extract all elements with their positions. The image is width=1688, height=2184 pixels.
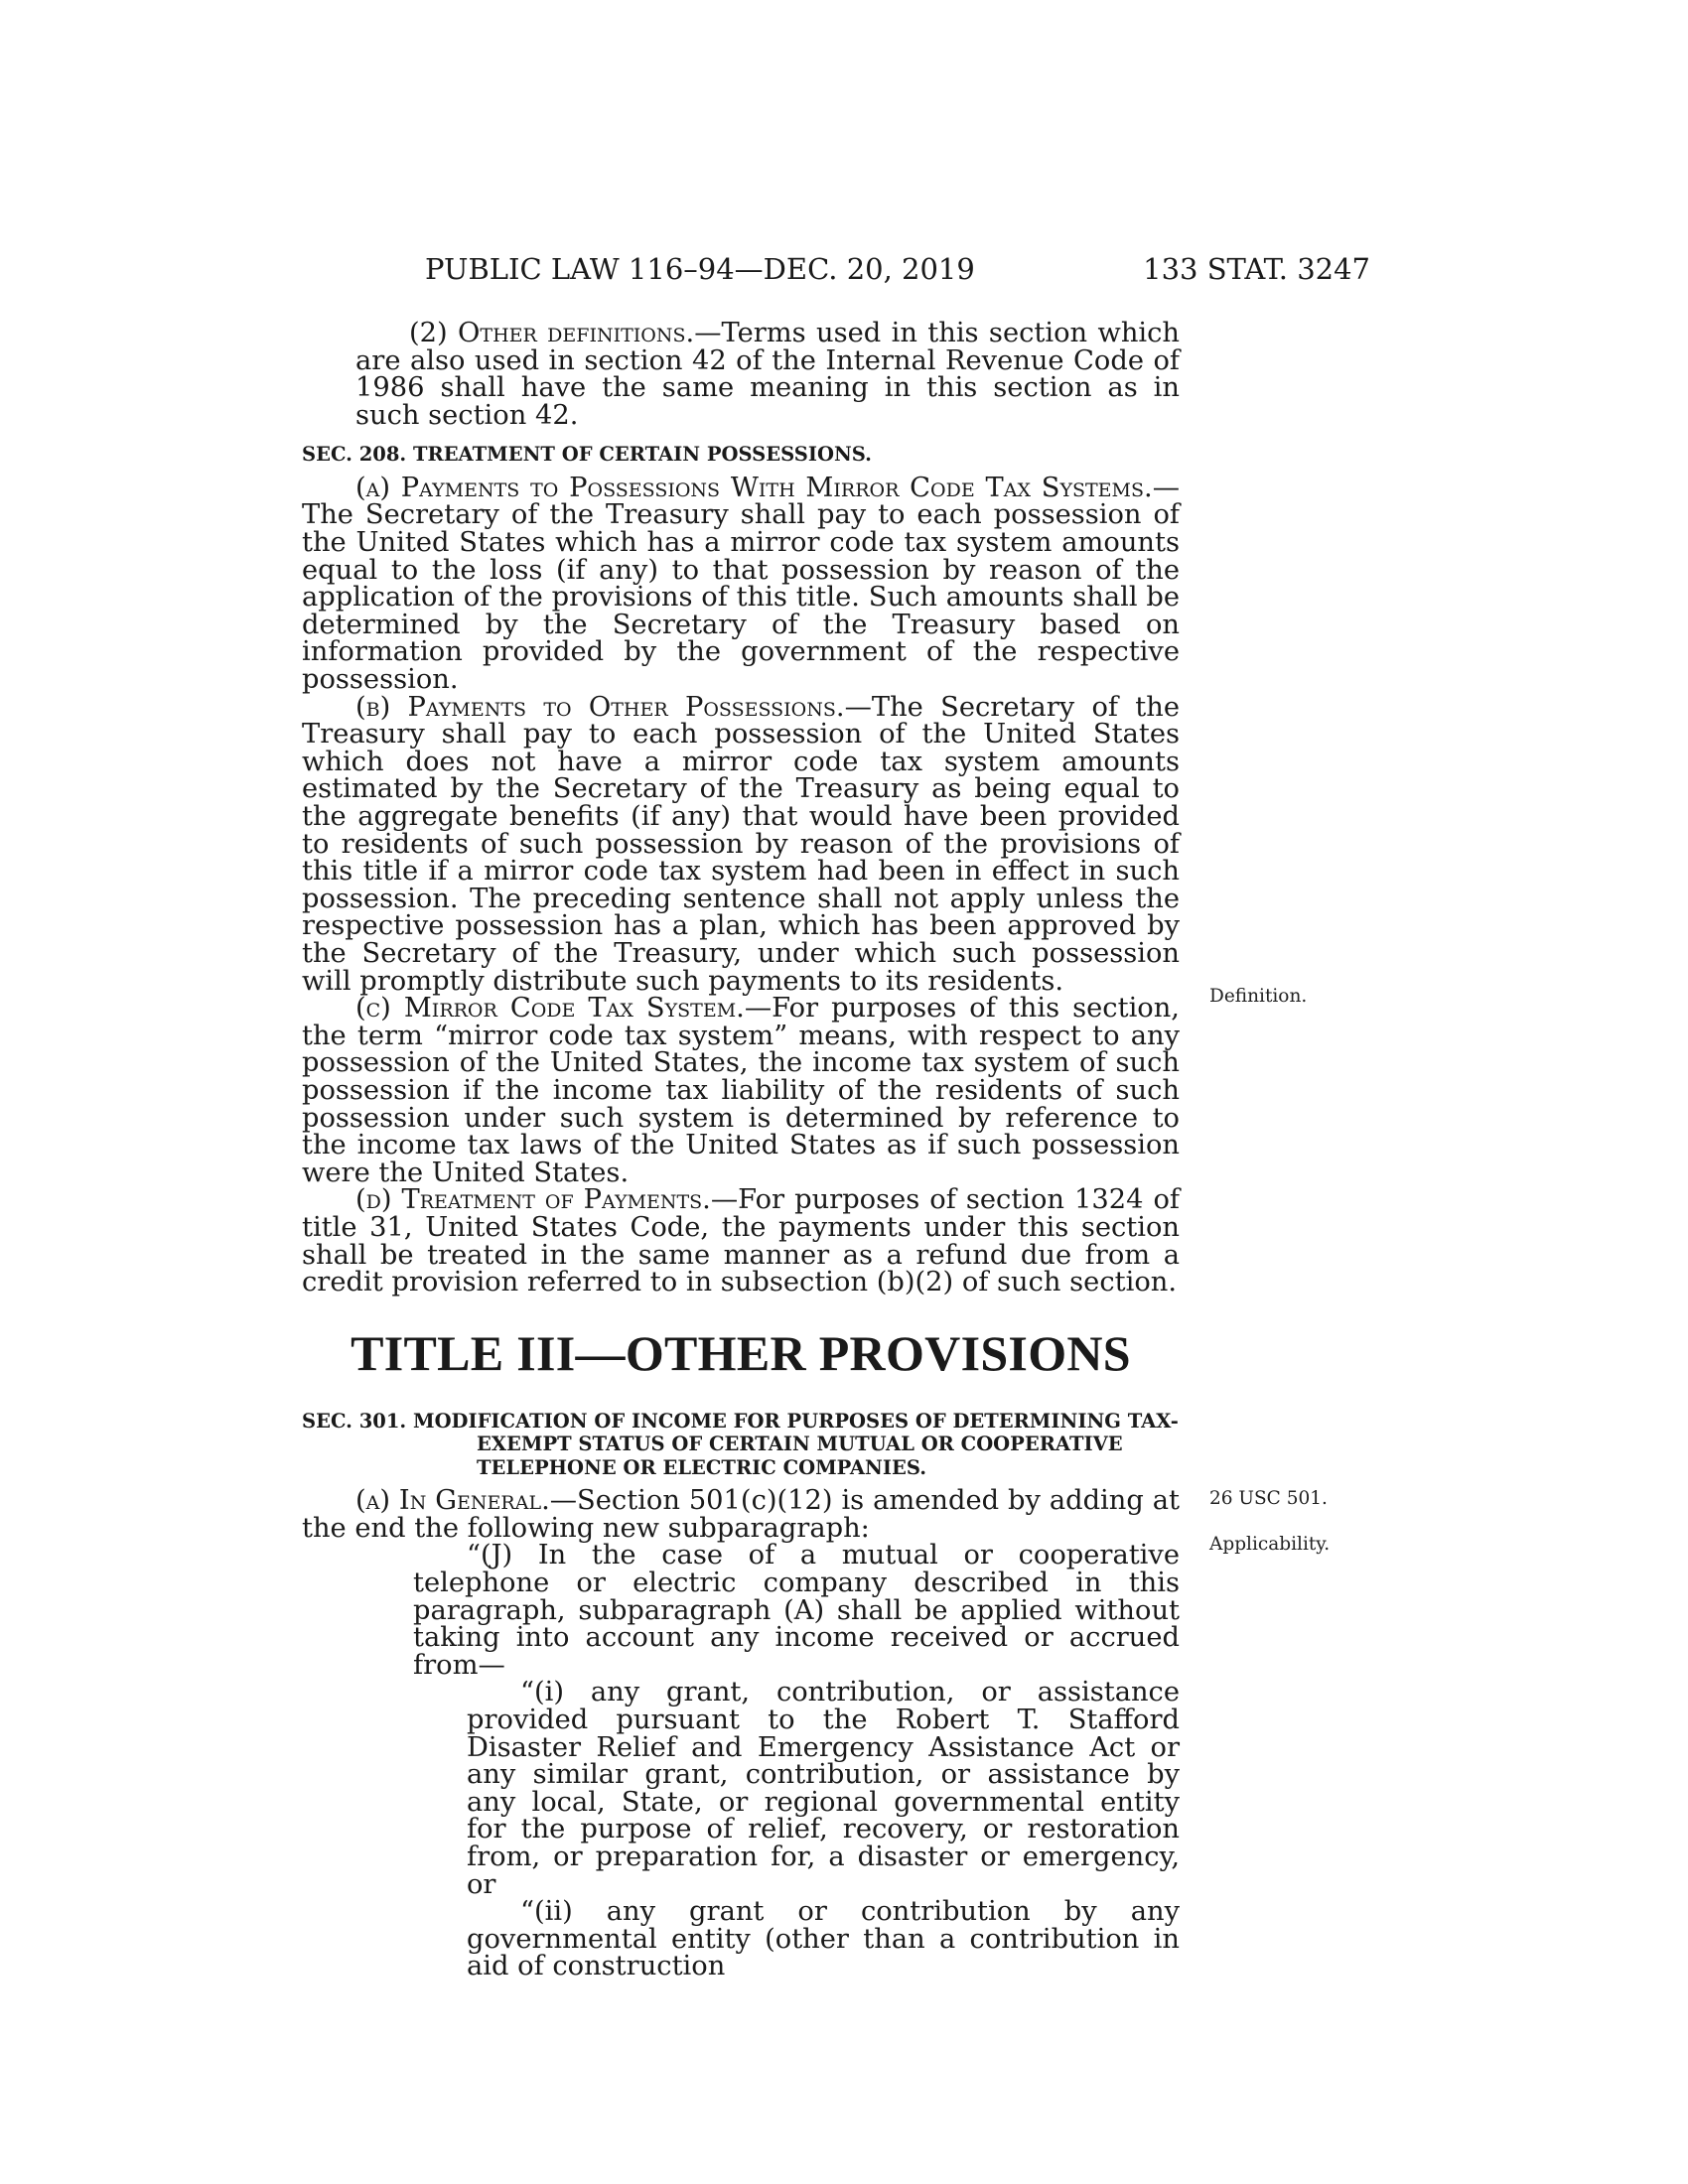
title-iii-heading: TITLE III—OTHER PROVISIONS [351,1324,1131,1381]
sec301-clause-ii: “(ii) any grant or contribution by any governmental entity (other than a contribution in aid of construction [467,1896,1180,1982]
sec208-heading: SEC. 208. TREATMENT OF CERTAIN POSSESSIONS. [302,443,872,467]
sec207-para2: (2) Other definitions.—Terms used in this section which are also used in section 42 of the Internal Revenue Code of 1986 shall have the same meaning in this section as in such section 42. [355,318,1181,431]
law-title: PUBLIC LAW 116–94—DEC. 20, 2019 [425,252,975,286]
sec208-d: (d) Treatment of Payments.—For purposes of section 1324 of title 31, United States Code, the payments under this section shall be treated in the same manner as a refund due from a credit provision referred to in subsection (b)(2) of such section. [302,1184,1181,1298]
sec301-a: (a) In General.—Section 501(c)(12) is amended by adding at the end the following new subparagraph: [302,1485,1180,1544]
margin-note-definition: Definition. [1209,986,1308,1007]
margin-note-applicability: Applicability. [1209,1534,1331,1555]
sec301-heading: SEC. 301. MODIFICATION OF INCOME FOR PURPOSES OF DETERMINING TAX-EXEMPT STATUS OF CERTAIN MUTUAL OR COOPERATIVE TELEPHONE OR ELECTRIC COMPANIES. [302,1409,1179,1479]
margin-note-usc: 26 USC 501. [1209,1488,1328,1509]
running-head [298,252,1370,292]
document-body [302,320,1180,1980]
stat-page-number: 133 STAT. 3247 [1143,252,1370,286]
sec301-subparagraph-j: “(J) In the case of a mutual or cooperative telephone or electric company described in this paragraph, subparagraph (A) shall be applied without taking into account any income received or accrued from— [413,1540,1180,1681]
sec208-c: (c) Mirror Code Tax System.—For purposes of this section, the term “mirror code tax system” means, with respect to any possession of the United States, the income tax system of such possession if the income tax liability of the residents of such possession under such system is determined by reference to the income tax laws of the United States as if such possession were the United States. [302,993,1180,1188]
sec208-b: (b) Payments to Other Possessions.—The Secretary of the Treasury shall pay to each possession of the United States which does not have a mirror code tax system amounts estimated by the Secretary of the Treasury as being equal to the aggregate benefits (if any) that would have been provided to residents of such possession by reason of the provisions of this title if a mirror code tax system had been in effect in such possession. The preceding sentence shall not apply unless the respective possession has a plan, which has been approved by the Secretary of the Treasury, under which such possession will promptly distribute such payments to its residents. [302,691,1181,997]
sec208-a: (a) Payments to Possessions With Mirror Code Tax Systems.—The Secretary of the Treasury shall pay to each possession of the United States which has a mirror code tax system amounts equal to the loss (if any) to that possession by reason of the application of the provisions of this title. Such amounts shall be determined by the Secretary of the Treasury based on information provided by the government of the respective possession. [302,472,1180,696]
sec301-clause-i: “(i) any grant, contribution, or assistance provided pursuant to the Robert T. Stafford Disaster Relief and Emergency Assistance Act or any similar grant, contribution, or assistance by any local, State, or regional governmental entity for the purpose of relief, recovery, or restoration from, or preparation for, a disaster or emergency, or [467,1677,1180,1900]
